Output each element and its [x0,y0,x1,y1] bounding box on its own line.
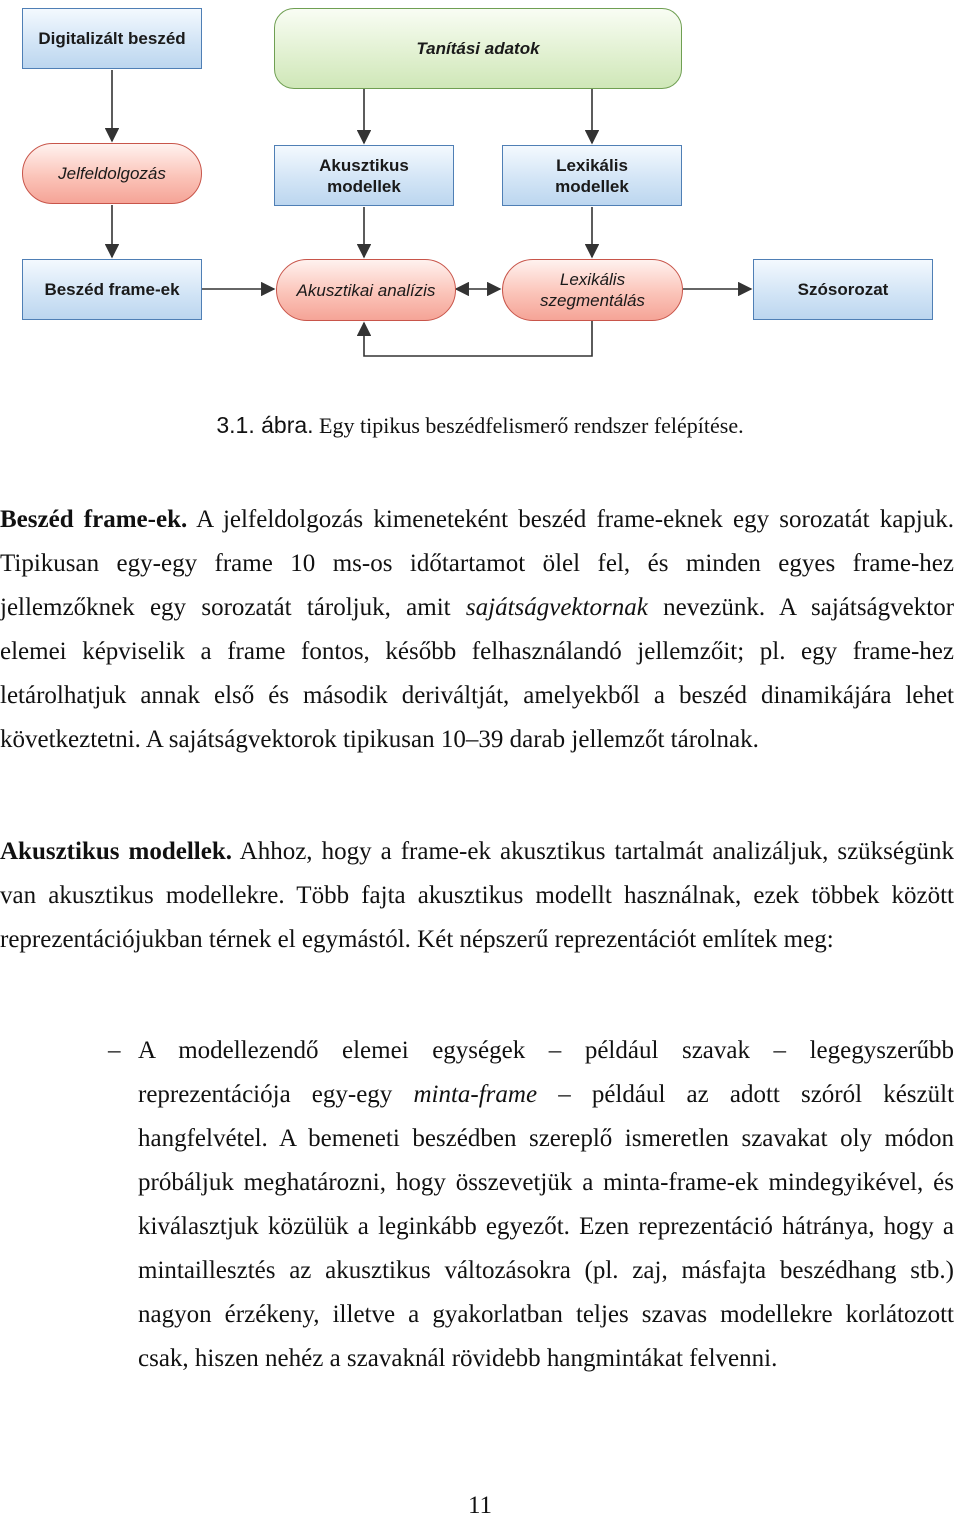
list-item-text [138,1029,954,1381]
figure-label: 3.1. ábra. [216,412,314,438]
node-signal-processing: Jelfeldolgozás [22,143,202,204]
node-lexical-models: Lexikális modellek [502,145,682,206]
node-lexical-segmentation: Lexikális szegmentálás [502,259,683,321]
term-feature-vector: sajátságvektornak [465,594,648,621]
heading-speech-frames: Beszéd frame-ek. [0,506,188,533]
system-diagram [0,0,960,380]
paragraph-acoustic-models-text: Ahhoz, hogy a frame-ek akusztikus tartalmát analizáljuk, szükségünk van akusztikus modellekre. Több fajta akusztikus modellt használnak, ezek többek között reprezentációjukban térnek el egymástól. Két népszerű reprezentációt említek meg: [0,838,954,953]
paragraph-speech-frames-text-1: A jelfeldolgozás kimeneteként beszéd frame-eknek egy sorozatát kapjuk. Tipikusan egy-egy frame 10 ms-os időtartamot ölel fel, és minden egyes frame-hez jellemzőknek egy sorozatát tároljuk, amit [0,506,955,621]
paragraph-acoustic-models [0,830,954,962]
arrow-feedback-loop [364,321,592,356]
node-acoustic-analysis: Akusztikai analízis [276,259,456,321]
node-training-data: Tanítási adatok [274,8,682,89]
list-item-text-1: A modellezendő elemei egységek – például szavak – legegyszerűbb reprezentációja egy-egy [138,1037,954,1108]
heading-acoustic-models: Akusztikus modellek. [0,838,232,865]
list-dash: – [108,1037,121,1064]
node-acoustic-models: Akusztikus modellek [274,145,454,206]
node-digitalized-speech: Digitalizált beszéd [22,8,202,69]
figure-caption-text: Egy tipikus beszédfelismerő rendszer felépítése. [319,413,744,438]
node-speech-frames: Beszéd frame-ek [22,259,202,320]
figure-caption [0,412,960,439]
list-item-text-2: – például az adott szóról készült hangfelvétel. A bemeneti beszédben szereplő ismeretlen szavakat oly módon próbáljuk meghatározni, hogy összevetjük a minta-frame-ek mindegyikével, és kiválasztjuk közülük a leginkább egyezőt. Ezen reprezentáció hátránya, hogy a mintaillesztés az akusztikus változásokra (pl. zaj, másfajta beszédhang stb.) nagyon érzékeny, illetve a gyakorlatban teljes szavas modellekre korlátozott csak, hiszen nehéz a szavaknál rövidebb hangmintákat felvenni. [138,1081,955,1372]
paragraph-speech-frames-text-2: nevezünk. A sajátságvektor elemei képviselik a frame fontos, később felhasználandó jellemzőit; pl. egy frame-hez letárolhatjuk annak első és második deriváltját, amelyekből a beszéd dinamikájára lehet következtetni. A sajátságvektorok tipikusan 10–39 darab jellemzőt tárolnak. [0,594,955,753]
node-word-sequence: Szósorozat [753,259,933,320]
list-item [0,1029,954,1381]
term-template-frame: minta-frame [413,1081,538,1108]
paragraph-speech-frames [0,498,954,762]
page-number: 11 [467,1492,493,1519]
